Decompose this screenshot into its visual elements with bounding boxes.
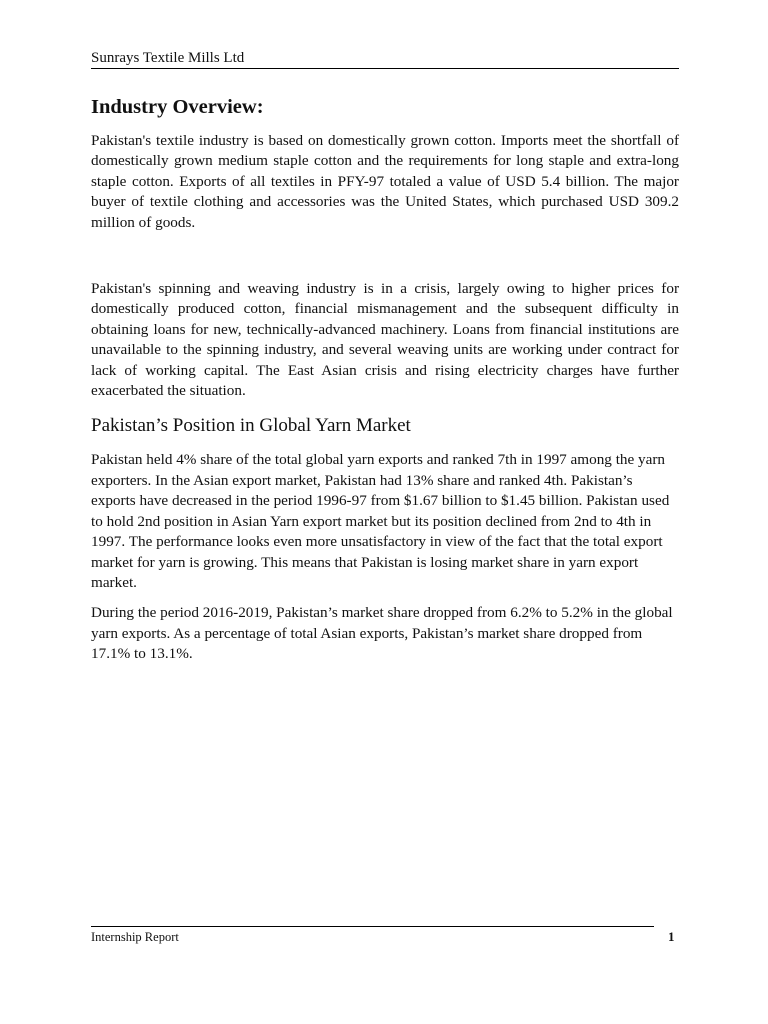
section-title-industry-overview: Industry Overview: [91, 96, 264, 118]
page-number: 1 [668, 929, 675, 944]
paragraph-yarn-share-2016-2019: During the period 2016-2019, Pakistan’s market share dropped from 6.2% to 5.2% in the global yarn exports. As a percentage of total Asian exports, Pakistan’s market share dropped from 17.1% to 13.1%. [91, 604, 673, 663]
paragraph-textile-industry: Pakistan's textile industry is based on domestically grown cotton. Imports meet the shortfall of domestically grown medium staple cotton and the requirements for long staple and extra-long staple cotton. Exports of all textiles in PFY-97 totaled a value of USD 5.4 billion. The major buyer of textile clothing and accessories was the United States, which purchased USD 309.2 million of goods. [91, 132, 679, 231]
paragraph-spinning-crisis: Pakistan's spinning and weaving industry is in a crisis, largely owing to higher prices for domestically produced cotton, financial mismanagement and the subsequent difficulty in obtaining loans for new, technically-advanced machinery. Loans from financial institutions are unavailable to the spinning industry, and several weaving units are working under contract for lack of working capital. The East Asian crisis and rising electricity charges have further exacerbated the situation. [91, 280, 679, 400]
paragraph-yarn-share-1997: Pakistan held 4% share of the total global yarn exports and ranked 7th in 1997 among the yarn exporters. In the Asian export market, Pakistan had 13% share and ranked 4th. Pakistan’s exports have decreased in the period 1996-97 from $1.67 billion to $1.45 billion. Pakistan used to hold 2nd position in Asian Yarn export market but its position declined from 2nd to 4th in 1997. The performance looks even more unsatisfactory in view of the fact that the total export market for yarn is growing. This means that Pakistan is losing market share in yarn export market. [91, 451, 670, 591]
running-header: Sunrays Textile Mills Ltd [91, 49, 679, 69]
footer-divider [91, 926, 654, 927]
page-content [91, 94, 679, 665]
section-title-yarn-market: Pakistan’s Position in Global Yarn Market [91, 415, 411, 437]
footer-label: Internship Report [91, 930, 179, 944]
